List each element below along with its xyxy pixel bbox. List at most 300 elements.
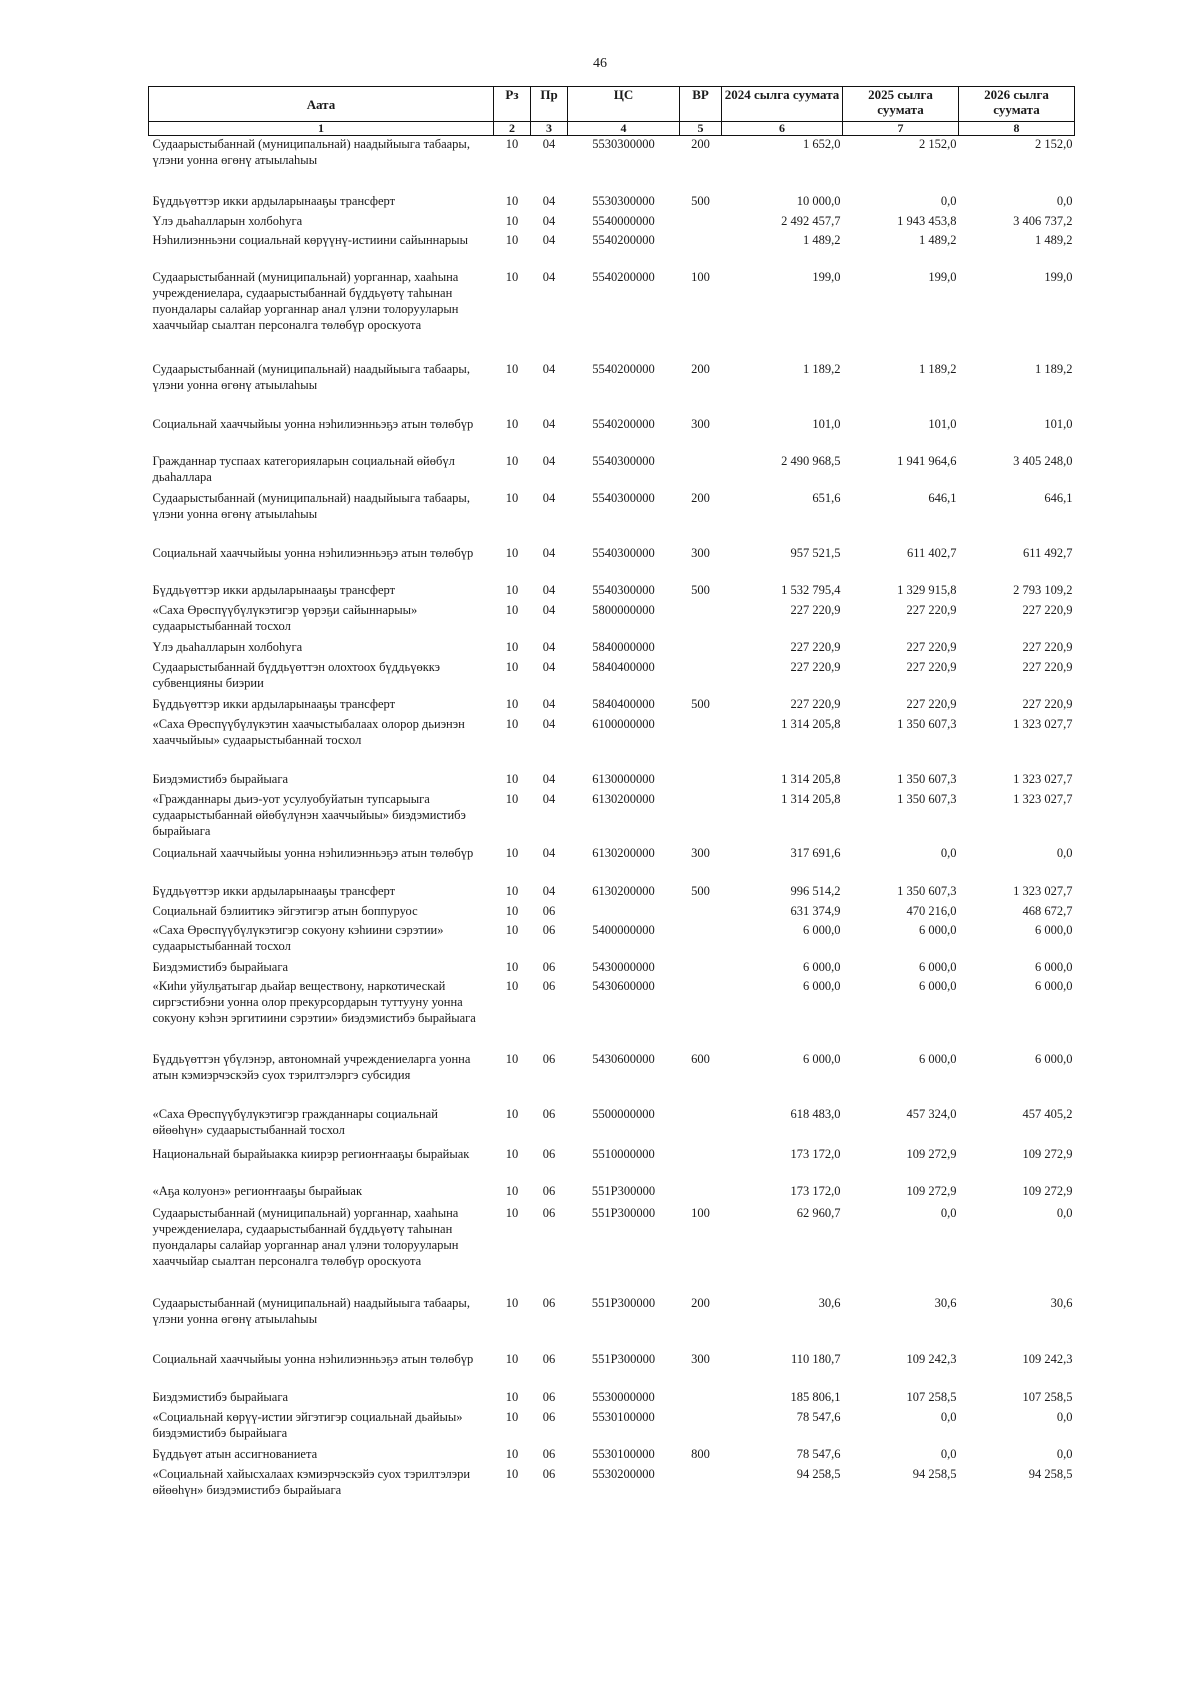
row-value-2024: 227 220,9	[790, 602, 841, 617]
row-rz: 10	[505, 545, 519, 560]
row-rz: 10	[505, 1106, 519, 1121]
row-name: Судаарыстыбаннай (муниципальнай) наадыйыыга табаары, үлэни уонна өгөнү атыылаһыы	[152, 1295, 470, 1326]
row-value-2024: 199,0	[812, 269, 841, 284]
row-value-2025: 101,0	[928, 416, 957, 431]
row-vr	[680, 1146, 722, 1183]
row-value-2026: 101,0	[1044, 416, 1073, 431]
column-number: 6	[722, 122, 843, 136]
row-rz: 10	[505, 922, 519, 937]
row-cs: 6100000000	[592, 716, 655, 731]
table-row	[149, 1389, 1075, 1409]
row-name: Үлэ дьаһалларын холбоһуга	[152, 213, 303, 228]
row-value-2026: 109 272,9	[1022, 1146, 1073, 1161]
header-pr: Пр	[531, 87, 568, 122]
table-row	[149, 193, 1075, 213]
table-row	[149, 959, 1075, 978]
row-value-2024: 30,6	[818, 1295, 841, 1310]
row-value-2025: 227 220,9	[906, 602, 957, 617]
row-cs: 5540200000	[592, 269, 655, 284]
table-row	[149, 1466, 1075, 1506]
row-pr: 04	[542, 213, 556, 228]
row-cs: 5430600000	[592, 1051, 655, 1066]
row-value-2026: 6 000,0	[1035, 959, 1073, 974]
row-value-2024: 78 547,6	[796, 1446, 841, 1461]
row-vr: 100	[691, 1205, 710, 1220]
row-name: Бүддьүөттэр икки ардыларынааҕы трансферт	[152, 883, 396, 898]
table-row	[149, 416, 1075, 453]
row-vr	[680, 639, 722, 659]
row-value-2026: 30,6	[1050, 1295, 1073, 1310]
row-value-2026: 109 272,9	[1022, 1183, 1073, 1198]
row-value-2026: 227 220,9	[1022, 639, 1073, 654]
row-vr	[680, 1106, 722, 1146]
row-value-2025: 0,0	[940, 1409, 957, 1424]
row-value-2025: 94 258,5	[912, 1466, 957, 1481]
header-rz: Рз	[494, 87, 531, 122]
row-vr: 800	[691, 1446, 710, 1461]
table-row	[149, 845, 1075, 883]
table-row	[149, 1183, 1075, 1205]
row-cs: 5530000000	[592, 1389, 655, 1404]
row-pr: 04	[542, 771, 556, 786]
header-cs: ЦС	[568, 87, 680, 122]
row-value-2025: 1 189,2	[919, 361, 957, 376]
row-pr: 04	[542, 453, 556, 468]
row-value-2026: 107 258,5	[1022, 1389, 1073, 1404]
row-pr: 06	[542, 1183, 556, 1198]
table-row	[149, 1051, 1075, 1106]
row-rz: 10	[505, 903, 519, 918]
header-year-2026: 2026 сылга суумата	[959, 87, 1075, 122]
table-row	[149, 1106, 1075, 1146]
row-pr: 04	[542, 659, 556, 674]
row-pr: 06	[542, 959, 556, 974]
row-cs: 5540200000	[592, 232, 655, 247]
table-header	[149, 87, 1075, 136]
row-value-2025: 227 220,9	[906, 659, 957, 674]
header-name: Аата	[149, 87, 494, 122]
row-value-2026: 0,0	[1056, 845, 1073, 860]
row-vr: 500	[691, 696, 710, 711]
row-cs: 5840000000	[592, 639, 655, 654]
row-rz: 10	[505, 1295, 519, 1310]
row-value-2024: 173 172,0	[790, 1146, 841, 1161]
row-value-2025: 1 943 453,8	[897, 213, 957, 228]
row-cs: 5530200000	[592, 1466, 655, 1481]
row-pr: 06	[542, 1051, 556, 1066]
row-pr: 04	[542, 545, 556, 560]
row-vr	[680, 1389, 722, 1409]
row-name: Биэдэмистибэ бырайыага	[152, 771, 289, 786]
row-value-2024: 78 547,6	[796, 1409, 841, 1424]
row-vr	[680, 903, 722, 922]
row-value-2026: 6 000,0	[1035, 922, 1073, 937]
row-cs: 551Р300000	[591, 1205, 656, 1220]
row-value-2026: 94 258,5	[1028, 1466, 1073, 1481]
row-name: Социальнай хааччыйыы уонна нэһилиэнньэҕэ атын төлөбүр	[152, 1351, 474, 1366]
row-value-2026: 0,0	[1056, 193, 1073, 208]
row-value-2025: 470 216,0	[906, 903, 957, 918]
row-rz: 10	[505, 453, 519, 468]
row-name: Биэдэмистибэ бырайыага	[152, 1389, 289, 1404]
row-name: «Аҕа колуонэ» региоҥҥааҕы бырайыак	[152, 1183, 363, 1198]
table-row	[149, 1146, 1075, 1183]
row-name: «Киһи уйулҕатыгар дьайар веществону, наркотическай сиргэстибэни уонна олор прекурсордарын туттууну уонна сокуону кэһэн эргитиини сэрэтии» биэдэмистибэ бырайыага	[152, 978, 476, 1025]
row-value-2024: 1 314 205,8	[781, 716, 841, 731]
row-value-2026: 6 000,0	[1035, 1051, 1073, 1066]
row-value-2026: 109 242,3	[1022, 1351, 1073, 1366]
row-rz: 10	[505, 1409, 519, 1424]
row-cs: 5540300000	[592, 582, 655, 597]
row-pr: 06	[542, 1446, 556, 1461]
row-value-2024: 631 374,9	[790, 903, 841, 918]
row-cs: 5430600000	[592, 978, 655, 993]
row-value-2025: 1 350 607,3	[897, 883, 957, 898]
row-value-2024: 94 258,5	[796, 1466, 841, 1481]
row-name: Биэдэмистибэ бырайыага	[152, 959, 289, 974]
row-cs	[568, 903, 680, 922]
row-value-2024: 227 220,9	[790, 659, 841, 674]
row-rz: 10	[505, 232, 519, 247]
table-row	[149, 453, 1075, 490]
row-cs: 5510000000	[592, 1146, 655, 1161]
row-name: Нэһилиэнньэни социальнай көрүүнү-истиини сайыннарыы	[152, 232, 468, 247]
row-rz: 10	[505, 582, 519, 597]
row-cs: 5540200000	[592, 416, 655, 431]
row-value-2024: 1 489,2	[803, 232, 841, 247]
row-value-2026: 468 672,7	[1022, 903, 1073, 918]
row-cs: 5840400000	[592, 696, 655, 711]
column-number: 8	[959, 122, 1075, 136]
row-pr: 04	[542, 361, 556, 376]
row-vr: 500	[691, 582, 710, 597]
row-rz: 10	[505, 1051, 519, 1066]
row-rz: 10	[505, 771, 519, 786]
row-value-2026: 1 489,2	[1035, 232, 1073, 247]
column-number: 1	[149, 122, 494, 136]
row-vr: 200	[691, 137, 710, 151]
row-value-2024: 2 490 968,5	[781, 453, 841, 468]
table-row	[149, 269, 1075, 361]
row-value-2024: 1 532 795,4	[781, 582, 841, 597]
row-vr: 100	[691, 269, 710, 284]
row-name: Бүддьүөттэн үбүлэнэр, автономнай учреждениеларга уонна атын кэмиэрчэскэйэ суох тэрилтэлэргэ субсидия	[152, 1051, 471, 1082]
row-rz: 10	[505, 193, 519, 208]
row-pr: 04	[542, 845, 556, 860]
row-rz: 10	[505, 269, 519, 284]
row-pr: 04	[542, 716, 556, 731]
row-value-2025: 199,0	[928, 269, 957, 284]
row-cs: 6130000000	[592, 771, 655, 786]
table-row	[149, 716, 1075, 771]
row-value-2026: 227 220,9	[1022, 602, 1073, 617]
table-row	[149, 978, 1075, 1051]
row-value-2024: 227 220,9	[790, 639, 841, 654]
row-vr: 600	[691, 1051, 710, 1066]
row-vr: 200	[691, 490, 710, 505]
row-value-2024: 62 960,7	[796, 1205, 841, 1220]
row-value-2024: 651,6	[812, 490, 841, 505]
row-name: «Саха Өрөспүүбүлүкэтин хаачыстыбалаах олорор дьиэнэн хааччыйыы» судаарыстыбаннай тосхол	[152, 716, 465, 747]
row-value-2026: 646,1	[1044, 490, 1073, 505]
row-pr: 04	[542, 883, 556, 898]
row-value-2025: 6 000,0	[919, 1051, 957, 1066]
row-vr: 200	[691, 1295, 710, 1310]
row-name: «Гражданнары дьиэ-уот усулуобуйатын тупсарыыга судаарыстыбаннай өйөбүлүнэн хааччыйыы» биэдэмистибэ бырайыага	[152, 791, 466, 838]
table-row	[149, 659, 1075, 696]
row-vr	[680, 1466, 722, 1506]
row-value-2026: 0,0	[1056, 1205, 1073, 1220]
row-vr	[680, 453, 722, 490]
row-value-2024: 6 000,0	[803, 1051, 841, 1066]
table-row	[149, 883, 1075, 903]
row-rz: 10	[505, 416, 519, 431]
row-cs: 6130200000	[592, 791, 655, 806]
column-number: 3	[531, 122, 568, 136]
row-rz: 10	[505, 716, 519, 731]
row-rz: 10	[505, 490, 519, 505]
row-name: «Саха Өрөспүүбүлүкэтигэр гражданнары социальнай өйөөһүн» судаарыстыбаннай тосхол	[152, 1106, 438, 1137]
row-name: «Социальнай көрүү-истии эйгэтигэр социальнай дьайыы» биэдэмистибэ бырайыага	[152, 1409, 463, 1440]
row-name: Бүддьүөттэр икки ардыларынааҕы трансферт	[152, 582, 396, 597]
row-value-2024: 101,0	[812, 416, 841, 431]
row-cs: 6130200000	[592, 883, 655, 898]
row-value-2026: 6 000,0	[1035, 978, 1073, 993]
column-number: 4	[568, 122, 680, 136]
row-value-2026: 2 793 109,2	[1013, 582, 1073, 597]
row-value-2025: 0,0	[940, 845, 957, 860]
row-vr	[680, 1183, 722, 1205]
row-value-2025: 1 941 964,6	[897, 453, 957, 468]
row-value-2025: 109 242,3	[906, 1351, 957, 1366]
row-rz: 10	[505, 1183, 519, 1198]
row-rz: 10	[505, 1446, 519, 1461]
row-rz: 10	[505, 639, 519, 654]
row-vr: 300	[691, 1351, 710, 1366]
row-rz: 10	[505, 978, 519, 993]
row-vr	[680, 1409, 722, 1446]
row-name: Судаарыстыбаннай (муниципальнай) уорганнар, хааһына учреждениелара, судаарыстыбаннай бүддьүөтү таһынан пуондалары салайар уорганнар анал үлэни толорууларын хааччыйар сыалтан персоналга төлөбүр ороскуота	[152, 1205, 459, 1268]
row-vr	[680, 213, 722, 232]
row-cs: 5840400000	[592, 659, 655, 674]
table-row	[149, 1446, 1075, 1466]
table-row	[149, 213, 1075, 232]
row-pr: 06	[542, 1409, 556, 1424]
row-pr: 04	[542, 193, 556, 208]
row-rz: 10	[505, 1389, 519, 1404]
row-pr: 04	[542, 269, 556, 284]
row-value-2024: 1 314 205,8	[781, 791, 841, 806]
row-value-2025: 109 272,9	[906, 1146, 957, 1161]
row-name: Судаарыстыбаннай бүддьүөттэн олохтоох бүддьүөккэ субвенцияны биэрии	[152, 659, 441, 690]
row-pr: 06	[542, 1295, 556, 1310]
row-pr: 06	[542, 978, 556, 993]
row-cs: 5500000000	[592, 1106, 655, 1121]
row-rz: 10	[505, 361, 519, 376]
row-value-2026: 1 323 027,7	[1013, 791, 1073, 806]
row-vr	[680, 602, 722, 639]
row-cs: 551Р300000	[591, 1295, 656, 1310]
row-value-2026: 611 492,7	[1022, 545, 1073, 560]
row-value-2025: 646,1	[928, 490, 957, 505]
row-value-2024: 1 652,0	[803, 137, 841, 151]
row-rz: 10	[505, 137, 519, 151]
row-vr	[680, 659, 722, 696]
row-vr: 500	[691, 883, 710, 898]
row-rz: 10	[505, 1466, 519, 1481]
row-rz: 10	[505, 696, 519, 711]
row-cs: 5530100000	[592, 1409, 655, 1424]
row-rz: 10	[505, 659, 519, 674]
column-number: 5	[680, 122, 722, 136]
table-row	[149, 639, 1075, 659]
row-rz: 10	[505, 602, 519, 617]
row-value-2024: 6 000,0	[803, 922, 841, 937]
table-row	[149, 903, 1075, 922]
row-pr: 04	[542, 137, 556, 151]
row-value-2025: 227 220,9	[906, 696, 957, 711]
row-name: Судаарыстыбаннай (муниципальнай) наадыйыыга табаары, үлэни уонна өгөнү атыылаһыы	[152, 490, 470, 521]
row-pr: 06	[542, 1389, 556, 1404]
row-value-2025: 1 329 915,8	[897, 582, 957, 597]
row-pr: 06	[542, 1466, 556, 1481]
row-value-2025: 109 272,9	[906, 1183, 957, 1198]
row-value-2025: 1 350 607,3	[897, 716, 957, 731]
row-pr: 04	[542, 490, 556, 505]
row-value-2026: 3 406 737,2	[1013, 213, 1073, 228]
row-name: «Социальнай хайысхалаах кэмиэрчэскэйэ суох тэрилтэлэри өйөөһүн» биэдэмистибэ бырайыага	[152, 1466, 471, 1497]
row-pr: 04	[542, 696, 556, 711]
row-value-2026: 227 220,9	[1022, 659, 1073, 674]
row-vr: 200	[691, 361, 710, 376]
table-row	[149, 602, 1075, 639]
row-cs: 5540300000	[592, 545, 655, 560]
row-vr	[680, 791, 722, 845]
row-value-2025: 611 402,7	[906, 545, 957, 560]
row-pr: 06	[542, 1205, 556, 1220]
row-cs: 5430000000	[592, 959, 655, 974]
table-row	[149, 232, 1075, 269]
row-value-2025: 1 350 607,3	[897, 791, 957, 806]
row-value-2025: 0,0	[940, 193, 957, 208]
row-value-2024: 618 483,0	[790, 1106, 841, 1121]
row-name: Социальнай хааччыйыы уонна нэһилиэнньэҕэ атын төлөбүр	[152, 416, 474, 431]
row-value-2024: 6 000,0	[803, 959, 841, 974]
row-vr	[680, 771, 722, 791]
row-value-2025: 6 000,0	[919, 959, 957, 974]
row-cs: 551Р300000	[591, 1183, 656, 1198]
row-pr: 04	[542, 791, 556, 806]
row-name: Гражданнар туспаах категорияларын социальнай өйөбүл дьаһаллара	[152, 453, 455, 484]
column-number: 2	[494, 122, 531, 136]
row-value-2025: 1 489,2	[919, 232, 957, 247]
table-row	[149, 1295, 1075, 1351]
row-value-2026: 1 323 027,7	[1013, 883, 1073, 898]
row-value-2026: 0,0	[1056, 1409, 1073, 1424]
row-name: «Саха Өрөспүүбүлүкэтигэр үөрэҕи сайыннарыы» судаарыстыбаннай тосхол	[152, 602, 418, 633]
row-cs: 5400000000	[592, 922, 655, 937]
row-value-2025: 30,6	[934, 1295, 957, 1310]
row-name: Социальнай бэлиитикэ эйгэтигэр атын боппуруос	[152, 903, 418, 918]
row-cs: 5530300000	[592, 193, 655, 208]
row-value-2024: 110 180,7	[790, 1351, 841, 1366]
row-name: Социальнай хааччыйыы уонна нэһилиэнньэҕэ атын төлөбүр	[152, 545, 474, 560]
table-row	[149, 545, 1075, 582]
row-value-2024: 317 691,6	[790, 845, 841, 860]
row-value-2025: 227 220,9	[906, 639, 957, 654]
row-name: Бүддьүөт атын ассигнованиета	[152, 1446, 318, 1461]
row-value-2026: 199,0	[1044, 269, 1073, 284]
row-value-2026: 3 405 248,0	[1013, 453, 1073, 468]
row-name: Бүддьүөттэр икки ардыларынааҕы трансферт	[152, 193, 396, 208]
row-cs: 5530100000	[592, 1446, 655, 1461]
row-value-2024: 996 514,2	[790, 883, 841, 898]
row-rz: 10	[505, 1205, 519, 1220]
row-pr: 04	[542, 639, 556, 654]
row-pr: 06	[542, 1351, 556, 1366]
row-cs: 5800000000	[592, 602, 655, 617]
row-rz: 10	[505, 883, 519, 898]
row-value-2026: 457 405,2	[1022, 1106, 1073, 1121]
row-rz: 10	[505, 1146, 519, 1161]
row-name: Национальнай бырайыакка киирэр региоҥҥааҕы бырайыак	[152, 1146, 470, 1161]
row-vr: 300	[691, 845, 710, 860]
table-row	[149, 791, 1075, 845]
row-pr: 06	[542, 1146, 556, 1161]
column-number: 7	[843, 122, 959, 136]
table-row	[149, 696, 1075, 716]
row-pr: 04	[542, 232, 556, 247]
row-name: Социальнай хааччыйыы уонна нэһилиэнньэҕэ атын төлөбүр	[152, 845, 474, 860]
header-year-2025: 2025 сылга суумата	[843, 87, 959, 122]
row-value-2024: 2 492 457,7	[781, 213, 841, 228]
row-value-2025: 6 000,0	[919, 978, 957, 993]
row-value-2026: 1 323 027,7	[1013, 771, 1073, 786]
row-rz: 10	[505, 959, 519, 974]
row-value-2024: 6 000,0	[803, 978, 841, 993]
row-cs: 5540000000	[592, 213, 655, 228]
row-vr	[680, 922, 722, 959]
row-value-2024: 1 189,2	[803, 361, 841, 376]
row-value-2024: 173 172,0	[790, 1183, 841, 1198]
budget-table	[148, 86, 1075, 1506]
row-value-2025: 0,0	[940, 1446, 957, 1461]
table-row	[149, 1205, 1075, 1295]
row-cs: 5540300000	[592, 490, 655, 505]
row-name: Судаарыстыбаннай (муниципальнай) наадыйыыга табаары, үлэни уонна өгөнү атыылаһыы	[152, 361, 470, 392]
row-value-2026: 2 152,0	[1035, 137, 1073, 151]
row-pr: 04	[542, 582, 556, 597]
table-row	[149, 1351, 1075, 1389]
row-value-2024: 227 220,9	[790, 696, 841, 711]
row-cs: 5540300000	[592, 453, 655, 468]
row-name: Бүддьүөттэр икки ардыларынааҕы трансферт	[152, 696, 396, 711]
row-cs: 5540200000	[592, 361, 655, 376]
row-cs: 6130200000	[592, 845, 655, 860]
table-row	[149, 771, 1075, 791]
header-vr: ВР	[680, 87, 722, 122]
row-value-2024: 1 314 205,8	[781, 771, 841, 786]
row-value-2025: 0,0	[940, 1205, 957, 1220]
row-pr: 04	[542, 602, 556, 617]
row-name: Судаарыстыбаннай (муниципальнай) уорганнар, хааһына учреждениелара, судаарыстыбаннай бүддьүөтү таһынан пуондалары салайар уорганнар анал үлэни толорууларын хааччыйар сыалтан персоналга төлөбүр ороскуота	[152, 269, 459, 332]
row-rz: 10	[505, 213, 519, 228]
row-vr	[680, 978, 722, 1051]
row-rz: 10	[505, 845, 519, 860]
row-pr: 06	[542, 922, 556, 937]
row-pr: 04	[542, 416, 556, 431]
row-pr: 06	[542, 903, 556, 918]
